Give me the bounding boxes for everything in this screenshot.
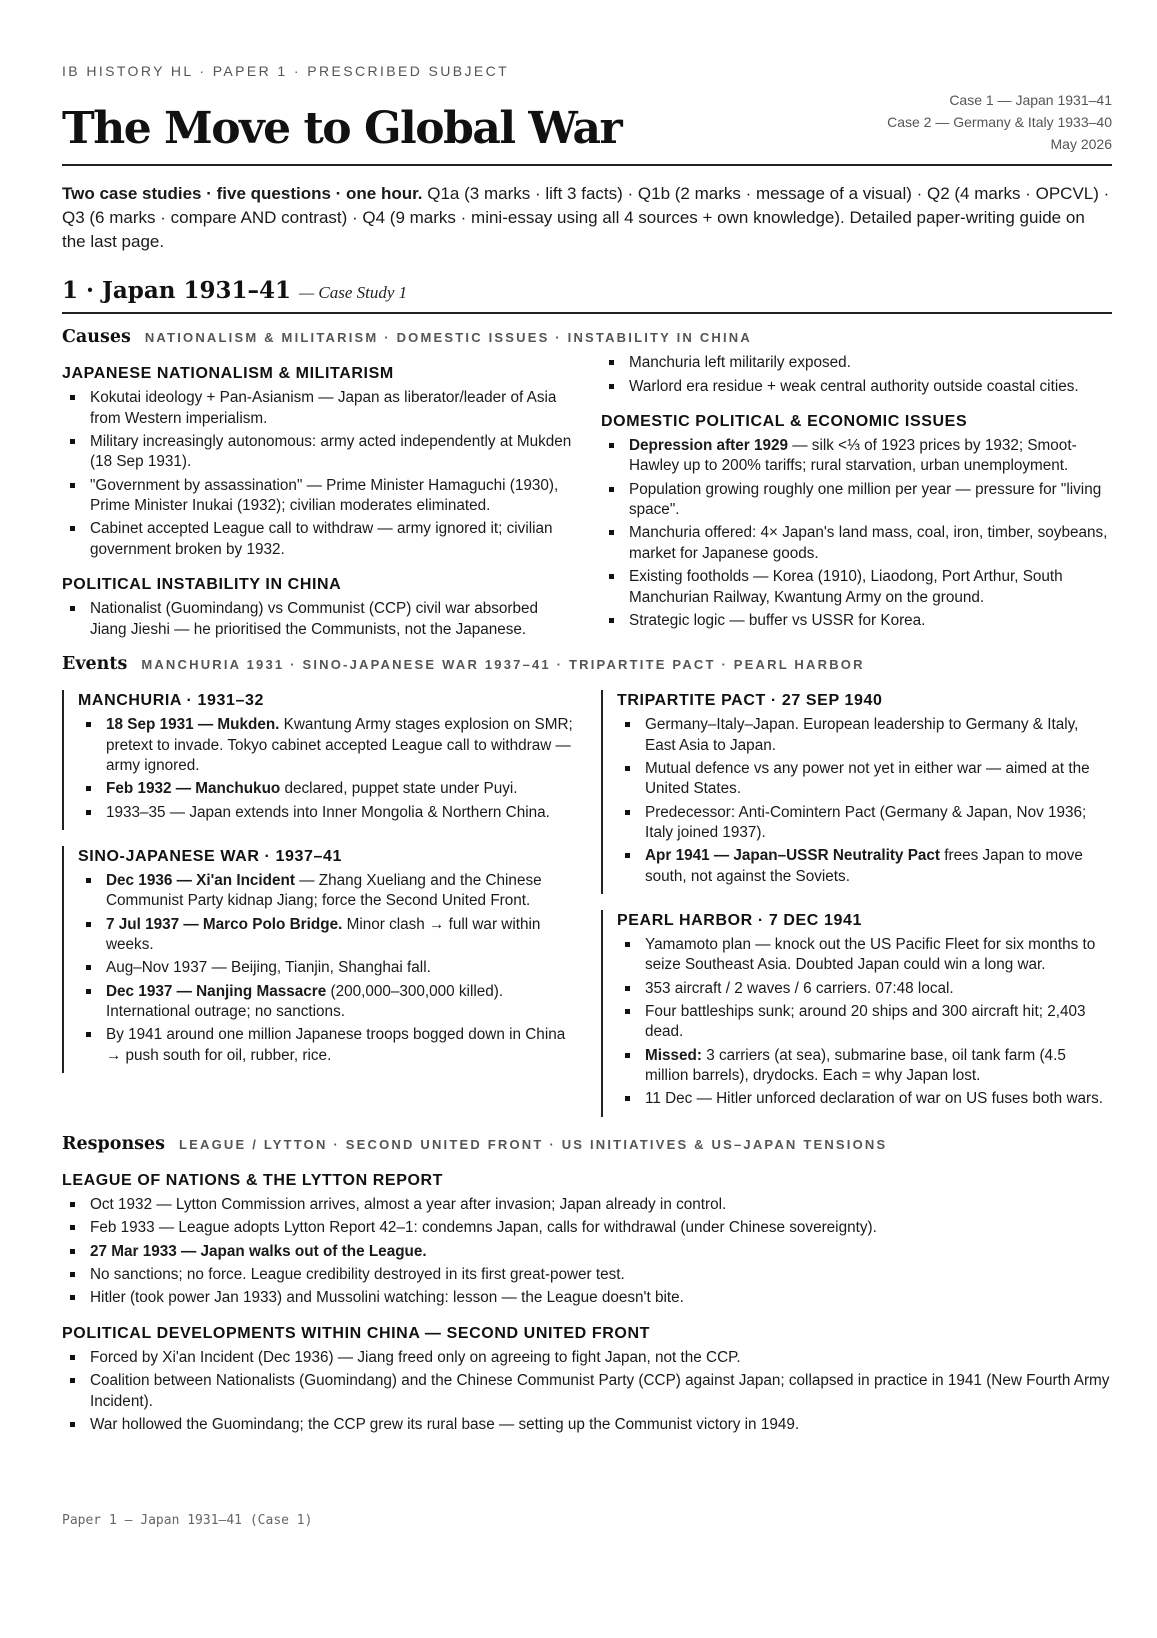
bullet-text: Germany–Italy–Japan. European leadership to Germany & Italy, East Asia to Japan. bbox=[645, 716, 1079, 754]
topic-heading: DOMESTIC POLITICAL & ECONOMIC ISSUES bbox=[601, 413, 968, 430]
bullet-item bbox=[62, 599, 573, 640]
bullet-item bbox=[78, 958, 573, 978]
bullet-text: Coalition between Nationalists (Guomindang) and the Chinese Communist Party (CCP) against Japan; collapsed in practice in 1941 (New Fourth Army Incident). bbox=[90, 1372, 1110, 1410]
bullet-bold-text: Feb 1932 — Manchukuo bbox=[106, 780, 281, 798]
responses-title: Responses bbox=[62, 1133, 166, 1154]
bullet-text: Existing footholds — Korea (1910), Liaodong, Port Arthur, South Manchurian Railway, Kwantung Army on the ground. bbox=[629, 568, 1063, 606]
responses-subtitle: LEAGUE / LYTTON · SECOND UNITED FRONT · US INITIATIVES & US–JAPAN TENSIONS bbox=[179, 1136, 888, 1152]
topic-block bbox=[62, 1323, 1112, 1435]
bullet-item bbox=[62, 1195, 1112, 1215]
bullet-item bbox=[62, 1348, 1112, 1368]
bullet-text: Military increasingly autonomous: army acted independently at Mukden (18 Sep 1931). bbox=[90, 433, 572, 471]
bullet-text: Kwantung Army stages explosion on SMR; pretext to invade. Tokyo cabinet accepted League call to withdraw — army ignored. bbox=[106, 716, 573, 774]
causes-right-lead-list bbox=[601, 353, 1112, 397]
bullet-text: 353 aircraft / 2 waves / 6 carriers. 07:48 local. bbox=[645, 979, 954, 997]
bullet-text: 3 carriers (at sea), submarine base, oil tank farm (4.5 million barrels), drydocks. Each = why Japan lost. bbox=[645, 1046, 1066, 1085]
bullet-item bbox=[62, 476, 573, 517]
topic-heading: PEARL HARBOR · 7 DEC 1941 bbox=[617, 911, 862, 929]
bullet-item bbox=[617, 1002, 1112, 1043]
meta-line: Case 1 — Japan 1931–41 bbox=[949, 92, 1112, 109]
topic-heading: MANCHURIA · 1931–32 bbox=[78, 692, 264, 710]
bullet-list bbox=[78, 715, 573, 823]
bullet-text: Cabinet accepted League call to withdraw — army ignored it; civilian government broken by 1932. bbox=[90, 520, 553, 558]
events-left-column bbox=[62, 682, 573, 1117]
bullet-item bbox=[601, 611, 1112, 631]
bullet-list bbox=[617, 935, 1112, 1110]
bullet-item bbox=[617, 759, 1112, 800]
page bbox=[62, 62, 1112, 1438]
bullet-item bbox=[601, 436, 1112, 477]
topic-block bbox=[62, 1170, 1112, 1309]
bullet-item bbox=[62, 519, 573, 560]
bullet-text: Oct 1932 — Lytton Commission arrives, almost a year after invasion; Japan already in control. bbox=[90, 1195, 727, 1213]
topic-block bbox=[62, 363, 573, 560]
bullet-item bbox=[78, 1025, 573, 1066]
bullet-item bbox=[78, 915, 573, 956]
bullet-text: Kokutai ideology + Pan-Asianism — Japan as liberator/leader of Asia from Western imperialism. bbox=[90, 389, 557, 427]
bullet-bold-text: Dec 1936 — Xi'an Incident bbox=[106, 872, 295, 889]
bullet-item bbox=[62, 1218, 1112, 1238]
bullet-item bbox=[617, 803, 1112, 844]
bullet-text: Yamamoto plan — knock out the US Pacific Fleet for six months to seize Southeast Asia. Doubted Japan could win a long war. bbox=[645, 936, 1096, 974]
responses-blocks bbox=[62, 1170, 1112, 1435]
bullet-list bbox=[62, 1195, 1112, 1309]
bullet-text: Strategic logic — buffer vs USSR for Korea. bbox=[629, 611, 926, 629]
bullet-item bbox=[601, 377, 1112, 397]
bullet-text: Nationalist (Guomindang) vs Communist (CCP) civil war absorbed Jiang Jieshi — he prioritised the Communists, not the Japanese. bbox=[90, 600, 539, 638]
bullet-bold-text: 18 Sep 1931 — Mukden. bbox=[106, 716, 280, 734]
events-columns bbox=[62, 682, 1112, 1117]
bullet-item bbox=[617, 979, 1112, 999]
bullet-text: Hitler (took power Jan 1933) and Mussolini watching: lesson — the League doesn't bite. bbox=[90, 1289, 684, 1307]
events-subtitle: MANCHURIA 1931 · SINO-JAPANESE WAR 1937–41 · TRIPARTITE PACT · PEARL HARBOR bbox=[141, 656, 865, 672]
bullet-text: Manchuria left militarily exposed. bbox=[629, 354, 851, 372]
meta-block bbox=[887, 90, 1112, 155]
bullet-item bbox=[617, 935, 1112, 976]
topic-heading: SINO-JAPANESE WAR · 1937–41 bbox=[78, 847, 342, 865]
bullet-item bbox=[617, 1089, 1112, 1109]
header bbox=[62, 80, 1112, 164]
topic-heading: JAPANESE NATIONALISM & MILITARISM bbox=[62, 365, 394, 383]
bullet-item bbox=[62, 1288, 1112, 1308]
topic-block bbox=[601, 690, 1112, 894]
bullet-item bbox=[601, 523, 1112, 564]
topic-block bbox=[62, 574, 573, 640]
bullet-text: — silk <⅓ of 1923 prices by 1932; Smoot-Hawley up to 200% tariffs; rural starvation, urban unemployment. bbox=[629, 437, 1077, 475]
causes-left-column bbox=[62, 349, 573, 643]
bullet-item bbox=[78, 779, 573, 799]
bullet-text: frees Japan to move south, not against the Soviets. bbox=[645, 847, 1083, 885]
causes-columns bbox=[62, 349, 1112, 643]
bullet-item bbox=[617, 1046, 1112, 1087]
page-title: The Move to Global War bbox=[62, 103, 622, 155]
bullet-item bbox=[617, 715, 1112, 756]
bullet-item bbox=[78, 871, 573, 912]
topic-heading: LEAGUE OF NATIONS & THE LYTTON REPORT bbox=[62, 1171, 444, 1189]
kicker: IB HISTORY HL · PAPER 1 · PRESCRIBED SUBJECT bbox=[62, 63, 510, 79]
section-rule bbox=[62, 312, 1112, 314]
meta-line: May 2026 bbox=[1050, 135, 1112, 152]
bullet-text: Four battleships sunk; around 20 ships and 300 aircraft hit; 2,403 dead. bbox=[645, 1003, 1086, 1041]
bullet-text: Forced by Xi'an Incident (Dec 1936) — Jiang freed only on agreeing to fight Japan, not the CCP. bbox=[90, 1348, 741, 1366]
bullet-text: (200,000–300,000 killed). International outrage; no sanctions. bbox=[106, 982, 504, 1021]
bullet-item bbox=[601, 480, 1112, 521]
bullet-text: Mutual defence vs any power not yet in either war — aimed at the United States. bbox=[645, 759, 1090, 798]
bullet-item bbox=[78, 715, 573, 776]
bullet-text: Population growing roughly one million per year — pressure for "living space". bbox=[629, 480, 1102, 519]
bullet-text: "Government by assassination" — Prime Minister Hamaguchi (1930), Prime Minister Inukai (1932); civilian moderates eliminated. bbox=[90, 476, 559, 515]
bullet-text: 1933–35 — Japan extends into Inner Mongolia & Northern China. bbox=[106, 803, 550, 821]
bullet-list bbox=[62, 1348, 1112, 1435]
section-subtitle: — Case Study 1 bbox=[299, 282, 408, 302]
bullet-text: Predecessor: Anti-Comintern Pact (Germany & Japan, Nov 1936; Italy joined 1937). bbox=[645, 803, 1087, 841]
intro-paragraph bbox=[62, 182, 1112, 253]
events-right-column bbox=[601, 682, 1112, 1117]
bullet-bold-text: Depression after 1929 bbox=[629, 437, 788, 455]
topic-block bbox=[601, 910, 1112, 1117]
bullet-text: No sanctions; no force. League credibility destroyed in its first great-power test. bbox=[90, 1266, 625, 1284]
events-band bbox=[62, 653, 1112, 676]
section-title: 1 · Japan 1931–41 bbox=[62, 276, 292, 304]
bullet-item bbox=[601, 567, 1112, 608]
bullet-text: declared, puppet state under Puyi. bbox=[280, 780, 518, 798]
events-title: Events bbox=[62, 653, 128, 674]
bullet-bold-text: Missed: bbox=[645, 1046, 702, 1064]
bullet-bold-text: 7 Jul 1937 — Marco Polo Bridge. bbox=[106, 915, 343, 933]
page-footer: Paper 1 — Japan 1931–41 (Case 1) bbox=[62, 1513, 313, 1528]
intro-text: Q1a (3 marks · lift 3 facts) · Q1b (2 marks · message of a visual) · Q2 (4 marks · OPCVL) · Q3 (6 marks · compare AND contrast) · Q4 (9 marks · mini-essay using all 4 sources + own knowledge). Detailed paper-writing guide on the last page. bbox=[62, 184, 1110, 252]
topic-heading: POLITICAL INSTABILITY IN CHINA bbox=[62, 576, 342, 594]
bullet-item bbox=[62, 1371, 1112, 1412]
meta-line: Case 2 — Germany & Italy 1933–40 bbox=[887, 114, 1112, 131]
causes-title: Causes bbox=[62, 327, 131, 348]
causes-right-column bbox=[601, 349, 1112, 643]
bullet-text: Aug–Nov 1937 — Beijing, Tianjin, Shanghai fall. bbox=[106, 959, 431, 977]
causes-band bbox=[62, 326, 1112, 349]
bullet-item bbox=[78, 982, 573, 1023]
bullet-text: Warlord era residue + weak central authority outside coastal cities. bbox=[629, 377, 1079, 395]
bullet-text: Minor clash → full war within weeks. bbox=[106, 915, 541, 954]
header-rule bbox=[62, 164, 1112, 166]
bullet-item bbox=[62, 1242, 1112, 1262]
intro-bold: Two case studies · five questions · one hour. bbox=[62, 184, 423, 204]
bullet-text: — Zhang Xueliang and the Chinese Communist Party kidnap Jiang; force the Second United Front. bbox=[106, 872, 542, 910]
bullet-text: Manchuria offered: 4× Japan's land mass, coal, iron, timber, soybeans, market for Japanese goods. bbox=[629, 524, 1108, 562]
topic-heading: POLITICAL DEVELOPMENTS WITHIN CHINA — SECOND UNITED FRONT bbox=[62, 1324, 650, 1342]
topic-block bbox=[62, 690, 573, 830]
bullet-item bbox=[62, 388, 573, 429]
bullet-bold-text: Apr 1941 — Japan–USSR Neutrality Pact bbox=[645, 847, 941, 865]
responses-band bbox=[62, 1133, 1112, 1156]
topic-block bbox=[62, 846, 573, 1073]
bullet-item bbox=[62, 432, 573, 473]
bullet-bold-text: Dec 1937 — Nanjing Massacre bbox=[106, 982, 327, 1000]
bullet-text: War hollowed the Guomindang; the CCP grew its rural base — setting up the Communist victory in 1949. bbox=[90, 1415, 800, 1433]
bullet-item bbox=[601, 353, 1112, 373]
topic-heading: TRIPARTITE PACT · 27 SEP 1940 bbox=[617, 692, 883, 710]
bullet-list bbox=[62, 599, 573, 640]
bullet-bold-text: 27 Mar 1933 — Japan walks out of the League. bbox=[90, 1242, 427, 1260]
bullet-item bbox=[62, 1415, 1112, 1435]
bullet-list bbox=[617, 715, 1112, 887]
bullet-text: Feb 1933 — League adopts Lytton Report 42–1: condemns Japan, calls for withdrawal (under Chinese sovereignty). bbox=[90, 1219, 877, 1237]
bullet-item bbox=[617, 846, 1112, 887]
bullet-list bbox=[62, 388, 573, 560]
bullet-list bbox=[78, 871, 573, 1066]
bullet-text: By 1941 around one million Japanese troops bogged down in China → push south for oil, rubber, rice. bbox=[106, 1026, 566, 1064]
bullet-item bbox=[78, 803, 573, 823]
bullet-item bbox=[62, 1265, 1112, 1285]
bullet-text: 11 Dec — Hitler unforced declaration of war on US fuses both wars. bbox=[645, 1090, 1103, 1108]
section-heading bbox=[62, 276, 1112, 306]
bullet-list bbox=[601, 436, 1112, 631]
causes-subtitle: NATIONALISM & MILITARISM · DOMESTIC ISSUES · INSTABILITY IN CHINA bbox=[144, 330, 752, 346]
topic-block bbox=[601, 411, 1112, 631]
